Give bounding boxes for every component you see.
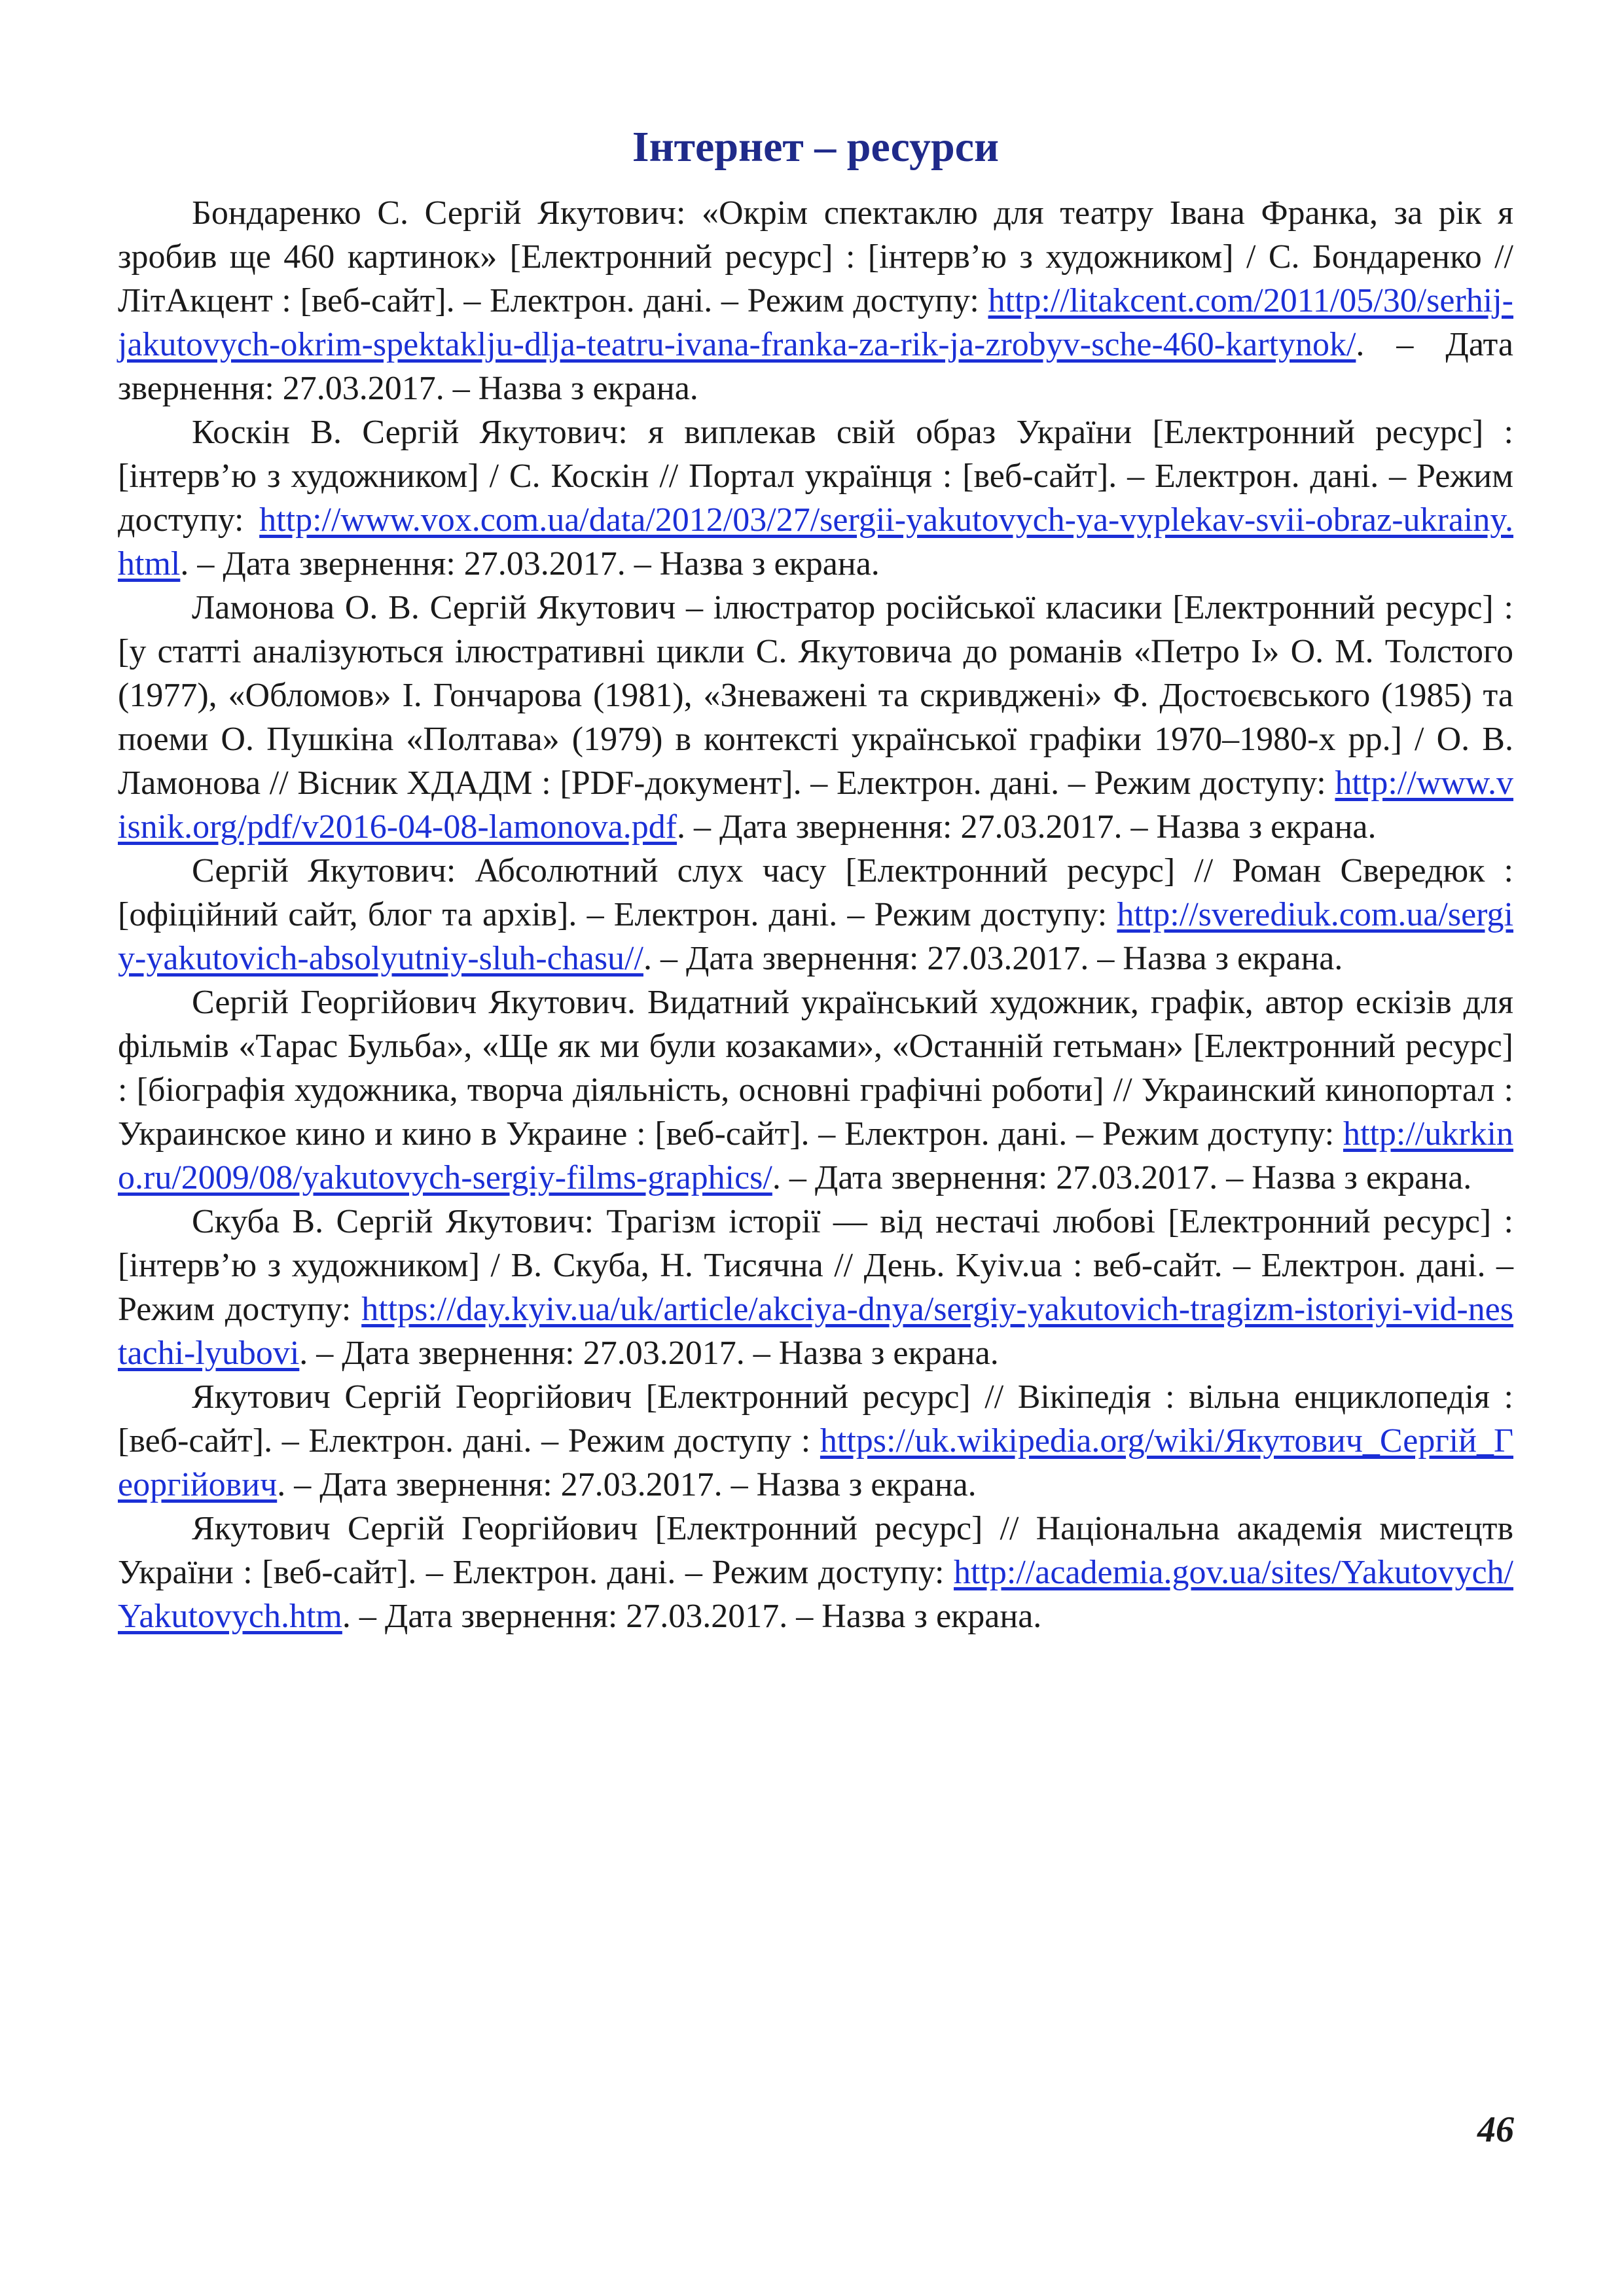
bibliography-entry xyxy=(118,1507,1513,1638)
entry-text-tail: . – Дата звернення: 27.03.2017. – Назва з екрана. xyxy=(643,940,1343,978)
entry-link[interactable]: https://uk.wikipedia.org/wiki/Якутович_Сергій_Георгійович xyxy=(118,1422,1513,1504)
entry-text-tail: . – Дата звернення: 27.03.2017. – Назва з екрана. xyxy=(180,545,880,583)
entry-link[interactable]: http://academia.gov.ua/sites/Yakutovych/Yakutovych.htm xyxy=(118,1554,1513,1636)
entry-text-tail: . – Дата звернення: 27.03.2017. – Назва з екрана. xyxy=(772,1159,1472,1197)
bibliography-entry xyxy=(118,849,1513,980)
entry-text: Коскін В. Сергій Якутович: я виплекав свій образ України [Електронний ресурс] : [інтерв’ю з художником] / С. Коскін // Портал українця : [веб-сайт]. – Електрон. дані. – Режим доступу: xyxy=(118,414,1513,539)
entry-link[interactable]: https://day.kyiv.ua/uk/article/akciya-dnya/sergiy-yakutovich-tragizm-istoriyi-vid-nestachi-lyubovi xyxy=(118,1291,1513,1372)
entry-text: Якутович Сергій Георгійович [Електронний ресурс] // Вікіпедія : вільна енциклопедія : [веб-сайт]. – Електрон. дані. – Режим доступу : xyxy=(118,1378,1513,1460)
entry-text-tail: . – Дата звернення: 27.03.2017. – Назва з екрана. xyxy=(118,326,1513,408)
entry-link[interactable]: http://sverediuk.com.ua/sergiy-yakutovich-absolyutniy-sluh-chasu// xyxy=(118,896,1513,978)
bibliography-entry xyxy=(118,1375,1513,1507)
entry-text: Ламонова О. В. Сергій Якутович – ілюстратор російської класики [Електронний ресурс] : [у статті аналізуються ілюстративні цикли С. Якутовича до романів «Петро І» О. М. Толстого (1977), «Обломов» І. Гончарова (1981), «Зневажені та скривджені» Ф. Достоєвського (1985) та поеми О. Пушкіна «Полтава» (1979) в контексті української графіки 1970–1980-х рр.] / О. В. Ламонова // Вісник ХДАДМ : [PDF-документ]. – Електрон. дані. – Режим доступу: xyxy=(118,589,1513,802)
bibliography-entry xyxy=(118,191,1513,410)
bibliography-entry xyxy=(118,410,1513,586)
entry-text-tail: . – Дата звернення: 27.03.2017. – Назва з екрана. xyxy=(342,1598,1042,1636)
document-page xyxy=(118,121,1513,1638)
bibliography-entry xyxy=(118,1200,1513,1375)
entry-text: Сергій Георгійович Якутович. Видатний український художник, графік, автор ескізів для фільмів «Тарас Бульба», «Ще як ми були козаками», «Останній гетьман» [Електронний ресурс] : [біографія художника, творча діяльність, основні графічні роботи] // Украинский кинопортал : Украинское кино и кино в Украине : [веб-сайт]. – Електрон. дані. – Режим доступу: xyxy=(118,984,1513,1153)
entry-link[interactable]: http://litakcent.com/2011/05/30/serhij-jakutovych-okrim-spektaklju-dlja-teatru-ivana-franka-za-rik-ja-zrobyv-sche-460-kartynok/ xyxy=(118,282,1513,364)
entry-text: Скуба В. Сергій Якутович: Трагізм історії — від нестачі любові [Електронний ресурс] : [інтерв’ю з художником] / В. Скуба, Н. Тисячна // День. Kyiv.ua : веб-сайт. – Електрон. дані. – Режим доступу: xyxy=(118,1203,1513,1329)
entry-link[interactable]: http://www.vox.com.ua/data/2012/03/27/sergii-yakutovych-ya-vyplekav-svii-obraz-ukrainy.html xyxy=(118,501,1513,583)
entry-text-tail: . – Дата звернення: 27.03.2017. – Назва з екрана. xyxy=(299,1335,999,1372)
entry-text: Сергій Якутович: Абсолютний слух часу [Електронний ресурс] // Роман Свередюк : [офіційний сайт, блог та архів]. – Електрон. дані. – Режим доступу: xyxy=(118,852,1513,934)
entry-text-tail: . – Дата звернення: 27.03.2017. – Назва з екрана. xyxy=(677,808,1377,846)
bibliography-entry xyxy=(118,980,1513,1200)
entry-text-tail: . – Дата звернення: 27.03.2017. – Назва з екрана. xyxy=(277,1466,977,1504)
page-number: 46 xyxy=(1477,2109,1514,2150)
page-title: Інтернет – ресурси xyxy=(632,123,1000,171)
entry-text: Бондаренко С. Сергій Якутович: «Окрім спектаклю для театру Івана Франка, за рік я зробив ще 460 картинок» [Електронний ресурс] : [інтерв’ю з художником] / С. Бондаренко // ЛітАкцент : [веб-сайт]. – Електрон. дані. – Режим доступу: xyxy=(118,194,1513,320)
bibliography-list xyxy=(118,191,1513,1638)
bibliography-entry xyxy=(118,586,1513,849)
entry-text: Якутович Сергій Георгійович [Електронний ресурс] // Національна академія мистецтв України : [веб-сайт]. – Електрон. дані. – Режим доступу: xyxy=(118,1510,1513,1592)
entry-link[interactable]: http://ukrkino.ru/2009/08/yakutovych-sergiy-films-graphics/ xyxy=(118,1115,1513,1197)
entry-link[interactable]: http://www.visnik.org/pdf/v2016-04-08-lamonova.pdf xyxy=(118,764,1513,846)
